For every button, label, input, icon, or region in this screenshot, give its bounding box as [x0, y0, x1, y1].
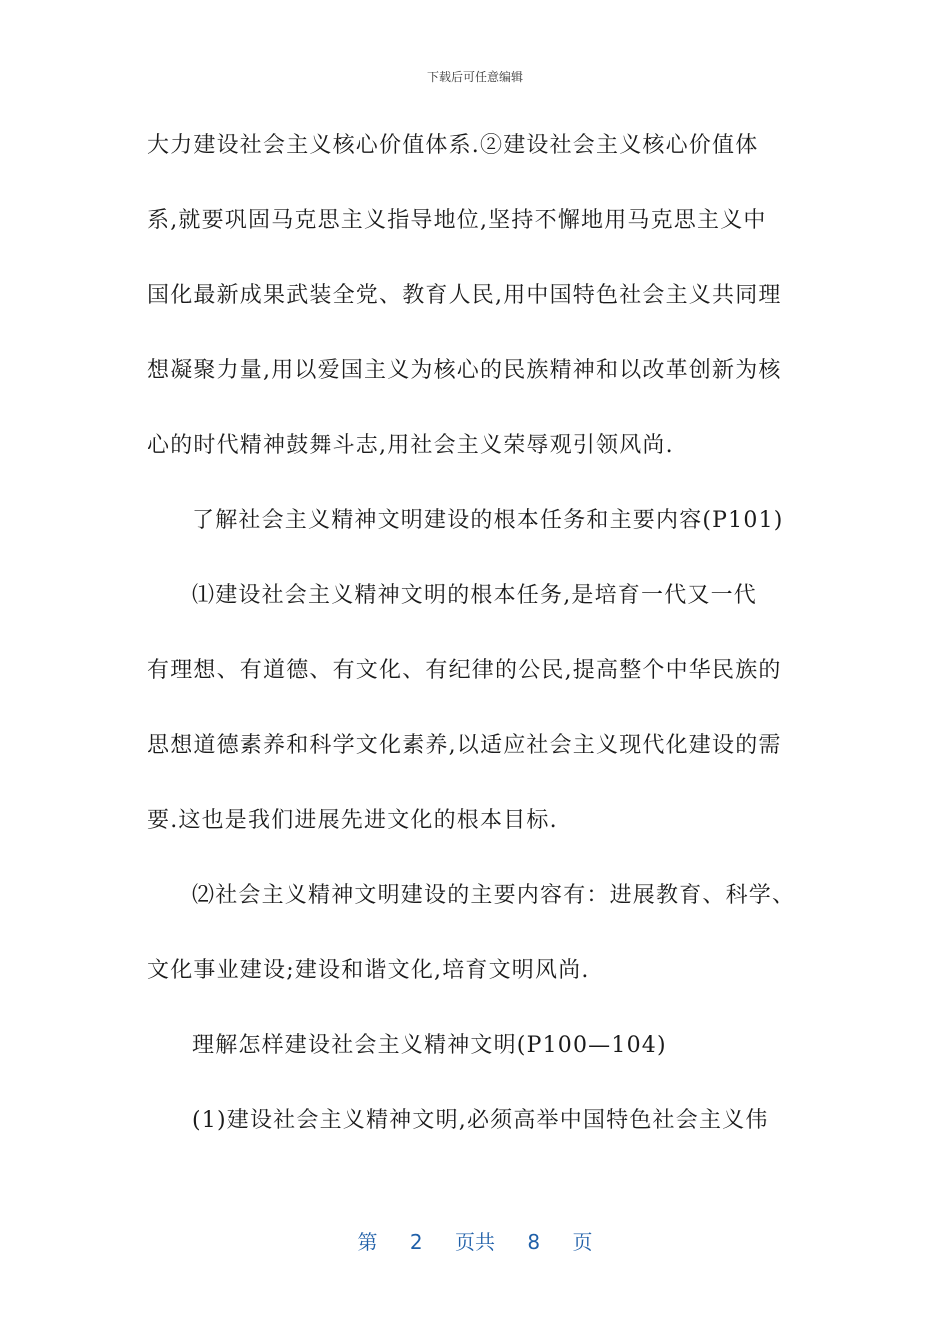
body-line-11: ⑵社会主义精神文明建设的主要内容有：进展教育、科学、: [192, 883, 796, 908]
body-line-5: 心的时代精神鼓舞斗志,用社会主义荣辱观引领风尚.: [147, 433, 674, 458]
page-label-suffix: 页: [572, 1230, 593, 1254]
section-heading-1: 了解社会主义精神文明建设的根本任务和主要内容(P101): [192, 508, 784, 533]
page-label-prefix: 第: [357, 1230, 378, 1254]
section-heading-2: 理解怎样建设社会主义精神文明(P100—104): [192, 1033, 667, 1058]
body-line-7: ⑴建设社会主义精神文明的根本任务,是培育一代又一代: [192, 583, 757, 608]
body-line-1: 大力建设社会主义核心价值体系.②建设社会主义核心价值体: [147, 133, 759, 158]
body-line-8: 有理想、有道德、有文化、有纪律的公民,提高整个中华民族的: [147, 658, 782, 683]
body-line-9: 思想道德素养和科学文化素养,以适应社会主义现代化建设的需: [147, 733, 782, 758]
body-line-14: (1)建设社会主义精神文明,必须高举中国特色社会主义伟: [192, 1108, 769, 1133]
body-line-4: 想凝聚力量,用以爱国主义为核心的民族精神和以改革创新为核: [147, 358, 782, 383]
header-note: 下载后可任意编辑: [426, 70, 523, 84]
page-label-mid: 页共: [455, 1230, 495, 1254]
total-pages-number: 8: [527, 1230, 541, 1254]
current-page-number: 2: [409, 1230, 423, 1254]
body-line-3: 国化最新成果武装全党、教育人民,用中国特色社会主义共同理: [147, 283, 782, 308]
body-line-2: 系,就要巩固马克思主义指导地位,坚持不懈地用马克思主义中: [147, 208, 767, 233]
body-line-12: 文化事业建设;建设和谐文化,培育文明风尚.: [147, 958, 590, 983]
body-line-10: 要.这也是我们进展先进文化的根本目标.: [147, 808, 558, 833]
page-footer: [0, 1226, 950, 1255]
